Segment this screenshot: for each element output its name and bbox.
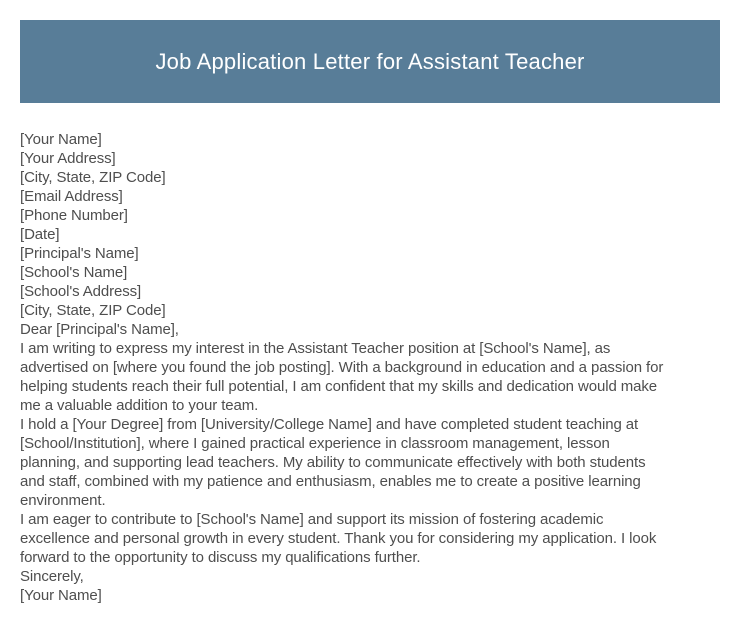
letter-line: I am writing to express my interest in the Assistant Teacher position at [School's Name], as: [20, 340, 611, 357]
letter-line: [City, State, ZIP Code]: [20, 302, 166, 319]
letter-line: [School's Address]: [20, 283, 142, 300]
letter-line: [Phone Number]: [20, 207, 128, 224]
letter-line: advertised on [where you found the job posting]. With a background in education and a passion for: [20, 359, 664, 376]
letter-line: planning, and supporting lead teachers. My ability to communicate effectively with both students: [20, 454, 646, 471]
letter-line: [School's Name]: [20, 264, 128, 281]
letter-line: Dear [Principal's Name],: [20, 321, 179, 338]
letter-line: me a valuable addition to your team.: [20, 397, 259, 414]
letter-line: I am eager to contribute to [School's Name] and support its mission of fostering academic: [20, 511, 604, 528]
letter-line: excellence and personal growth in every student. Thank you for considering my application. I look: [20, 530, 657, 547]
letter-line: [City, State, ZIP Code]: [20, 169, 166, 186]
letter-line: [Principal's Name]: [20, 245, 139, 262]
letter-line: [Your Address]: [20, 150, 116, 167]
letter-line: helping students reach their full potential, I am confident that my skills and dedication would make: [20, 378, 658, 395]
page-title: Job Application Letter for Assistant Teacher: [155, 48, 585, 74]
letter-line: [Email Address]: [20, 188, 123, 205]
letter-line: [Your Name]: [20, 131, 102, 148]
letter-line: I hold a [Your Degree] from [University/College Name] and have completed student teaching at: [20, 416, 639, 433]
letter-body: [20, 130, 723, 605]
letter-line: forward to the opportunity to discuss my qualifications further.: [20, 549, 421, 566]
header-banner: [20, 20, 720, 103]
letter-line: [Your Name]: [20, 587, 102, 604]
letter-line: environment.: [20, 492, 106, 509]
letter-line: Sincerely,: [20, 568, 84, 585]
letter-line: and staff, combined with my patience and enthusiasm, enables me to create a positive learning: [20, 473, 641, 490]
letter-line: [School/Institution], where I gained practical experience in classroom management, lesson: [20, 435, 610, 452]
letter-line: [Date]: [20, 226, 60, 243]
